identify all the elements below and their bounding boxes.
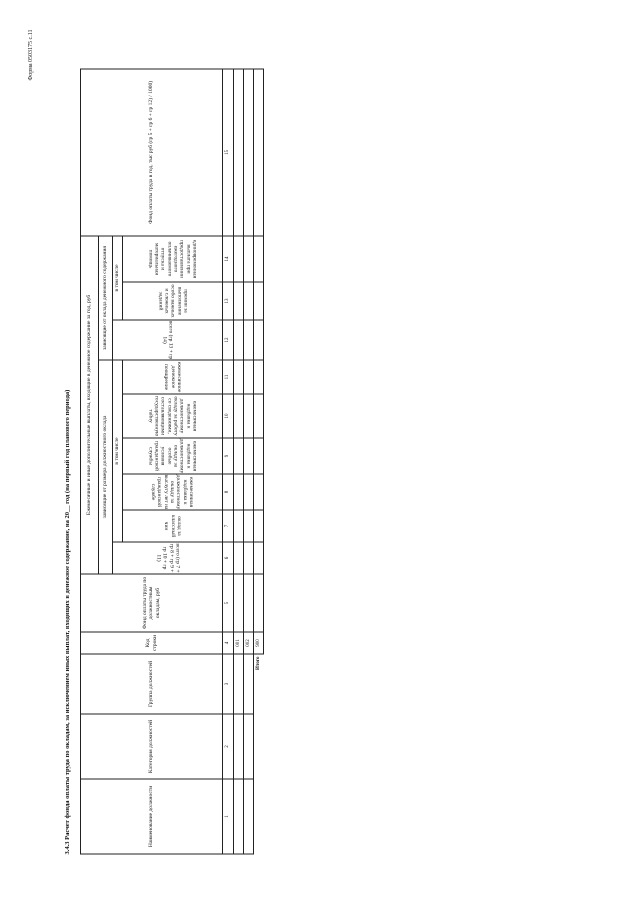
table-row [244,69,254,854]
col-number: 4 [223,632,234,654]
total-code: 900 [254,632,264,654]
col-number: 9 [223,438,234,474]
table-row [234,69,244,854]
header-salary-fund: Фонд оплаты труда по должностным окладам, руб [81,574,223,632]
col-number: 2 [223,714,234,779]
form-code: Форма 0503175 с.11 [28,29,34,81]
col-number: 1 [223,779,234,854]
row-code: 002 [244,632,254,654]
header-additional-payments: Ежемесячные и иные дополнительные выплаты, входящие в денежное содержание за год, руб [81,236,99,574]
column-numbers-row [223,69,234,854]
header-col6: всего (гр 7 + гр 8 + гр 9 + гр 10 + гр 11) [113,542,223,574]
header-annual-fund: Фонд оплаты труда в год, тыс руб (гр 5 + гр 6 + гр 12) / 1000) [81,69,223,236]
col-number: 3 [223,654,234,714]
header-col11: ежемесячное денежное поощрение [123,360,223,394]
header-col14: единовременная выплата при предоставлении ежегодного оплачиваемого отпуска и материальная помощь [123,236,223,282]
document-title: 3.4.3 Расчет фонда оплаты труда по окладам, за исключением иных выплат, входящих в денежное содержание, на 20__ год (на первый год планового периода) [64,389,71,855]
col-number: 6 [223,542,234,574]
col-number: 14 [223,236,234,282]
col-number: 15 [223,69,234,236]
header-sub-a: в том числе [113,360,123,542]
salary-fund-table [80,68,264,854]
col-number: 10 [223,394,234,438]
header-col7: оклад за классный чин [123,510,223,542]
header-group-allowance-dependent: зависящие от оклада денежного содержания [99,236,113,360]
col-number: 5 [223,574,234,632]
table-row-total [254,69,264,854]
total-label: Итого [255,656,261,670]
header-position-group: Группа должностей [81,654,223,714]
header-col8: ежемесячная надбавка к должностному окладу за выслугу лет на гражданской службе [123,474,223,510]
header-position-name: Наименование должности [81,779,223,854]
header-col12: всего (гр 13 + гр 14) [113,320,223,360]
col-number: 13 [223,282,234,320]
header-col9: ежемесячная надбавка к должностному окладу за особые условия гражданской службы [123,438,223,474]
col-number: 7 [223,510,234,542]
header-group-salary-dependent: зависящие от размера должностного оклада [99,360,113,574]
header-col13: премии за выполнение особо важных и сложных заданий [123,282,223,320]
col-number: 12 [223,320,234,360]
col-number: 11 [223,360,234,394]
header-col10: ежемесячная надбавка к должностному окладу за работу со сведениями, составляющими государственную тайну [123,394,223,438]
header-row-code: Код строки [81,632,223,654]
header-sub-b: в том числе [113,236,123,320]
row-code: 001 [234,632,244,654]
header-position-category: Категория должностей [81,714,223,779]
col-number: 8 [223,474,234,510]
